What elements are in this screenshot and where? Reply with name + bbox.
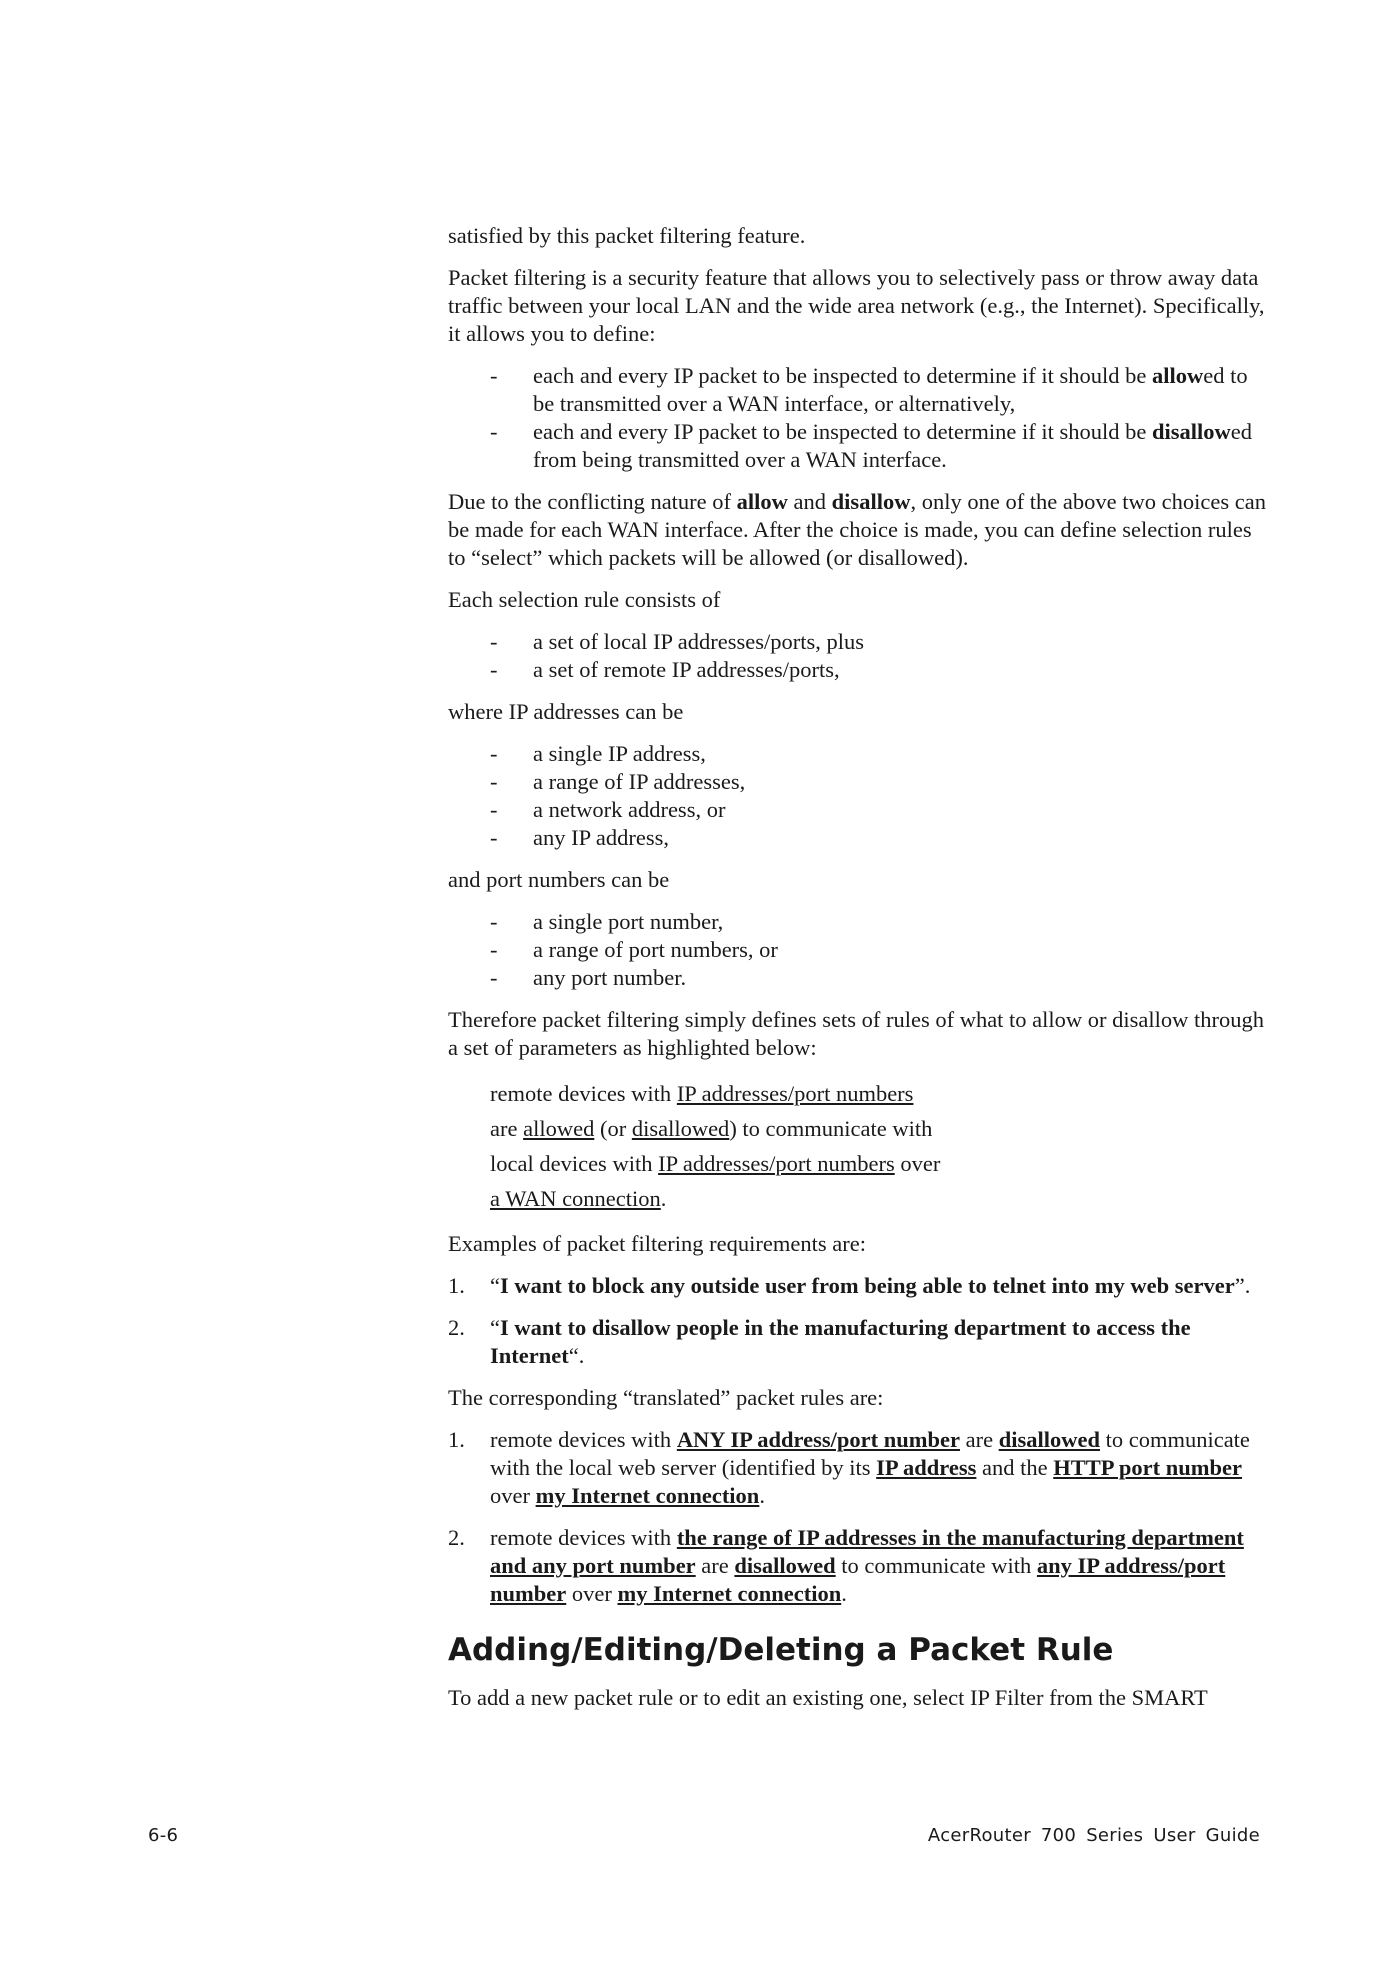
ip-list [448,740,1268,852]
selection-rule-paragraph: Each selection rule consists of [448,587,721,612]
list-item: 1. remote devices with ANY IP address/port number are disallowed to communicate with the local web server (identified by its IP address and the HTTP port number over my Internet connection. [448,1427,1250,1508]
page-number: 6-6 [148,1825,179,1846]
rules-summary-paragraph: Therefore packet filtering simply defines sets of rules of what to allow or disallow through a set of parameters as highlighted below: [448,1007,1265,1060]
translated-intro: The corresponding “translated” packet rules are: [448,1385,884,1410]
list-item: - a set of remote IP addresses/ports, [448,656,1268,684]
condition-block [490,1076,1268,1216]
intro-line: satisfied by this packet filtering feature. [448,223,806,248]
define-list [448,362,1268,474]
list-item: - any IP address, [448,824,1268,852]
list-item: - each and every IP packet to be inspected to determine if it should be allowed to be transmitted over a WAN interface, or alternatively, [448,362,1268,418]
condition-line: local devices with IP addresses/port numbers over [490,1151,941,1176]
list-item: 1. “I want to block any outside user from being able to telnet into my web server”. [448,1273,1251,1298]
list-item: 2. remote devices with the range of IP addresses in the manufacturing department and any port number are disallowed to communicate with any IP address/port number over my Internet connection. [448,1525,1244,1606]
guide-title: AcerRouter 700 Series User Guide [927,1825,1260,1846]
list-item: - a network address, or [448,796,1268,824]
list-item: - a range of port numbers, or [448,936,1268,964]
port-list [448,908,1268,992]
document-body [448,222,1268,1726]
conflict-paragraph: Due to the conflicting nature of allow and disallow, only one of the above two choices can be made for each WAN interface. After the choice is made, you can define selection rules to “select” which packets will be allowed (or disallowed). [448,489,1266,570]
condition-line: are allowed (or disallowed) to communicate with [490,1116,933,1141]
section-heading: Adding/Editing/Deleting a Packet Rule [448,1632,1114,1668]
list-item: - each and every IP packet to be inspected to determine if it should be disallowed from being transmitted over a WAN interface. [448,418,1268,474]
list-item: - a range of IP addresses, [448,768,1268,796]
condition-line: a WAN connection. [490,1186,667,1211]
list-item: - a single port number, [448,908,1268,936]
list-item: - a single IP address, [448,740,1268,768]
list-item: - any port number. [448,964,1268,992]
examples-list [448,1272,1268,1370]
examples-intro: Examples of packet filtering requirements are: [448,1231,866,1256]
list-item: 2. “I want to disallow people in the manufacturing department to access the Internet“. [448,1315,1191,1368]
condition-line: remote devices with IP addresses/port numbers [490,1081,914,1106]
rule-list [448,628,1268,684]
ip-address-paragraph: where IP addresses can be [448,699,684,724]
translated-rules-list [448,1426,1268,1608]
port-number-paragraph: and port numbers can be [448,867,670,892]
list-item: - a set of local IP addresses/ports, plus [448,628,1268,656]
add-rule-paragraph: To add a new packet rule or to edit an existing one, select IP Filter from the SMART [448,1685,1208,1710]
packet-filtering-paragraph: Packet filtering is a security feature that allows you to selectively pass or throw away data traffic between your local LAN and the wide area network (e.g., the Internet). Specifically, it allows you to define: [448,265,1265,346]
